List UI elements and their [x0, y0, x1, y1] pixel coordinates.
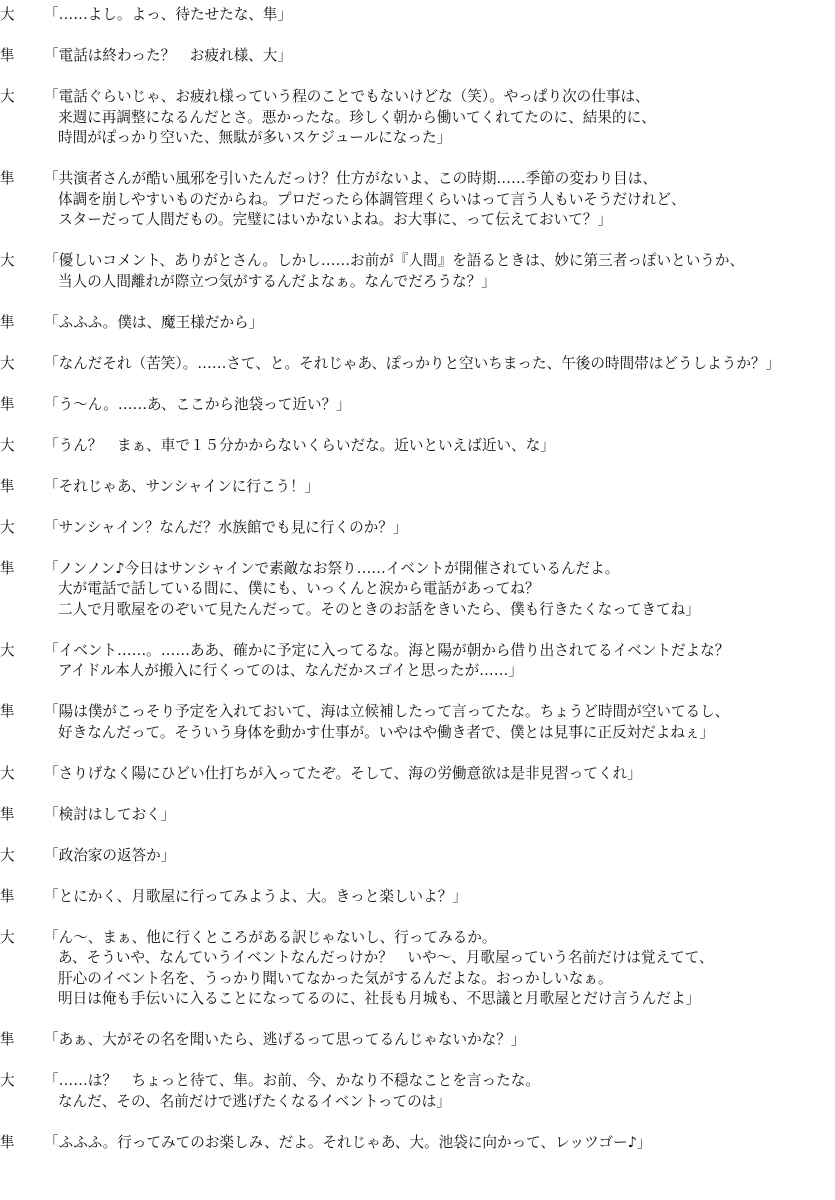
dialogue-text	[44, 251, 835, 292]
dialogue-text	[44, 928, 835, 1010]
dialogue-line: 「さりげなく陽にひどい仕打ちが入ってたぞ。そして、海の労働意欲は是非見習ってくれ」	[44, 764, 642, 782]
dialogue-line: 「とにかく、月歌屋に行ってみようよ、大。きっと楽しいよ？」	[44, 887, 467, 905]
dialogue-entry	[0, 764, 835, 785]
speaker-name: 隼	[0, 703, 15, 720]
dialogue-line: 「あぁ、大がその名を聞いたら、逃げるって思ってるんじゃないかな？」	[44, 1031, 526, 1048]
speaker-name: 大	[0, 6, 15, 23]
dialogue-line: 「なんだそれ（苦笑）。……さて、と。それじゃあ、ぽっかりと空いちまった、午後の時間帯はどうしようか？」	[44, 354, 781, 372]
dialogue-entry	[0, 5, 835, 26]
dialogue-line: 「う～ん。……あ、ここから池袋って近い？」	[44, 395, 351, 413]
dialogue-text	[44, 395, 835, 416]
dialogue-entry	[0, 46, 835, 67]
speaker-name: 隼	[0, 170, 15, 187]
speaker-name: 隼	[0, 559, 15, 577]
dialogue-entry	[0, 354, 835, 375]
dialogue-text	[44, 477, 835, 498]
dialogue-text	[44, 1071, 835, 1112]
dialogue-entry	[0, 395, 835, 416]
dialogue-line: スターだって人間だもの。完璧にはいかないよね。お大事に、って伝えておいて？」	[58, 211, 612, 228]
speaker-name: 隼	[0, 805, 15, 823]
dialogue-entry	[0, 477, 835, 498]
dialogue-line: 「陽は僕がこっそり予定を入れておいて、海は立候補したって言ってたな。ちょうど時間が空いてるし、	[44, 703, 730, 720]
speaker-name: 大	[0, 354, 15, 372]
dialogue-text	[44, 1133, 835, 1154]
dialogue-text	[44, 887, 835, 908]
dialogue-entry	[0, 1030, 835, 1051]
dialogue-text	[44, 169, 835, 231]
dialogue-entry	[0, 846, 835, 867]
dialogue-line: 「……よし。よっ、待たせたな、隼」	[44, 6, 293, 23]
dialogue-line: 「政治家の返答か」	[44, 846, 176, 864]
dialogue-entry	[0, 887, 835, 908]
dialogue-line: 肝心のイベント名を、うっかり聞いてなかった気がするんだよな。おっかしいなぁ。	[58, 969, 613, 987]
dialogue-entry	[0, 641, 835, 682]
speaker-name: 大	[0, 518, 15, 536]
dialogue-line: 明日は俺も手伝いに入ることになってるのに、社長も月城も、不思議と月歌屋とだけ言うんだよ」	[58, 990, 701, 1007]
dialogue-line: 「電話ぐらいじゃ、お疲れ様っていう程のことでもないけどな（笑）。やっぱり次の仕事は、	[44, 88, 650, 105]
dialogue-line: 「検討はしておく」	[44, 805, 176, 823]
speaker-name: 大	[0, 88, 15, 105]
speaker-name: 大	[0, 928, 15, 946]
dialogue-line: 時間がぽっかり空いた、無駄が多いスケジュールになった」	[58, 129, 452, 146]
dialogue-text	[44, 641, 835, 682]
dialogue-entry	[0, 436, 835, 457]
dialogue-text	[44, 559, 835, 621]
speaker-name: 大	[0, 641, 15, 659]
dialogue-text	[44, 764, 835, 785]
dialogue-line: 「ふふふ。僕は、魔王様だから」	[44, 313, 264, 331]
dialogue-line: 二人で月歌屋をのぞいて見たんだって。そのときのお話をきいたら、僕も行きたくなってきてね」	[58, 600, 700, 618]
dialogue-entry	[0, 251, 835, 292]
speaker-name: 隼	[0, 477, 15, 495]
dialogue-line: 「それじゃあ、サンシャインに行こう！」	[44, 477, 320, 495]
dialogue-text	[44, 518, 835, 539]
dialogue-script	[0, 5, 835, 1174]
dialogue-line: 「ふふふ。行ってみてのお楽しみ、だよ。それじゃあ、大。池袋に向かって、レッツゴー♪」	[44, 1133, 652, 1151]
dialogue-entry	[0, 559, 835, 621]
dialogue-entry	[0, 313, 835, 334]
dialogue-entry	[0, 1133, 835, 1154]
dialogue-entry	[0, 702, 835, 743]
dialogue-line: 大が電話で話している間に、僕にも、いっくんと涙から電話があってね？	[58, 580, 540, 597]
dialogue-text	[44, 1030, 835, 1051]
dialogue-line: 「電話は終わった？ お疲れ様、大」	[44, 47, 292, 64]
dialogue-line: なんだ、その、名前だけで逃げたくなるイベントってのは」	[58, 1092, 451, 1110]
dialogue-entry	[0, 169, 835, 231]
speaker-name: 隼	[0, 1133, 15, 1151]
dialogue-text	[44, 805, 835, 826]
dialogue-line: 「ノンノン♪今日はサンシャインで素敵なお祭り……イベントが開催されているんだよ。	[44, 559, 620, 577]
dialogue-line: あ、そういや、なんていうイベントなんだっけか？ いや～、月歌屋っていう名前だけは覚えてて、	[58, 949, 714, 966]
dialogue-line: 体調を崩しやすいものだからね。プロだったら体調管理くらいはって言う人もいそうだけれど、	[58, 190, 686, 208]
dialogue-line: 来週に再調整になるんだとさ。悪かったな。珍しく朝から働いてくれてたのに、結果的に、	[58, 108, 656, 126]
speaker-name: 大	[0, 764, 15, 782]
dialogue-entry	[0, 928, 835, 1010]
dialogue-entry	[0, 805, 835, 826]
dialogue-text	[44, 846, 835, 867]
speaker-name: 隼	[0, 1031, 15, 1048]
dialogue-text	[44, 436, 835, 457]
speaker-name: 隼	[0, 887, 15, 905]
speaker-name: 隼	[0, 395, 15, 413]
dialogue-line: アイドル本人が搬入に行くってのは、なんだかスゴイと思ったが……」	[58, 662, 523, 679]
dialogue-text	[44, 87, 835, 149]
dialogue-line: 当人の人間離れが際立つ気がするんだよなぁ。なんでだろうな？」	[58, 272, 496, 290]
dialogue-entry	[0, 87, 835, 149]
dialogue-line: 「サンシャイン？なんだ？水族館でも見に行くのか？」	[44, 518, 408, 536]
speaker-name: 大	[0, 846, 15, 864]
dialogue-text	[44, 354, 835, 375]
dialogue-text	[44, 46, 835, 67]
speaker-name: 大	[0, 436, 15, 454]
dialogue-line: 好きなんだって。そういう身体を動かす仕事が。いやはや働き者で、僕とは見事に正反対だよねぇ」	[58, 723, 715, 741]
dialogue-line: 「ん～、まぁ、他に行くところがある訳じゃないし、行ってみるか。	[44, 928, 497, 946]
dialogue-text	[44, 5, 835, 26]
dialogue-line: 「……は？ ちょっと待て、隼。お前、今、かなり不穏なことを言ったな。	[44, 1072, 540, 1089]
dialogue-text	[44, 702, 835, 743]
dialogue-entry	[0, 518, 835, 539]
dialogue-line: 「うん？ まぁ、車で１５分かからないくらいだな。近いといえば近い、な」	[44, 436, 555, 454]
speaker-name: 隼	[0, 313, 15, 331]
speaker-name: 隼	[0, 47, 15, 64]
speaker-name: 大	[0, 1072, 15, 1089]
dialogue-line: 「優しいコメント、ありがとさん。しかし……お前が『人間』を語るときは、妙に第三者っぽいというか、	[44, 252, 745, 269]
dialogue-entry	[0, 1071, 835, 1112]
dialogue-line: 「イベント……。……ああ、確かに予定に入ってるな。海と陽が朝から借り出されてるイベントだよな？	[44, 641, 730, 659]
dialogue-text	[44, 313, 835, 334]
dialogue-line: 「共演者さんが酷い風邪を引いたんだっけ？仕方がないよ、この時期……季節の変わり目は、	[44, 170, 657, 187]
speaker-name: 大	[0, 252, 15, 269]
